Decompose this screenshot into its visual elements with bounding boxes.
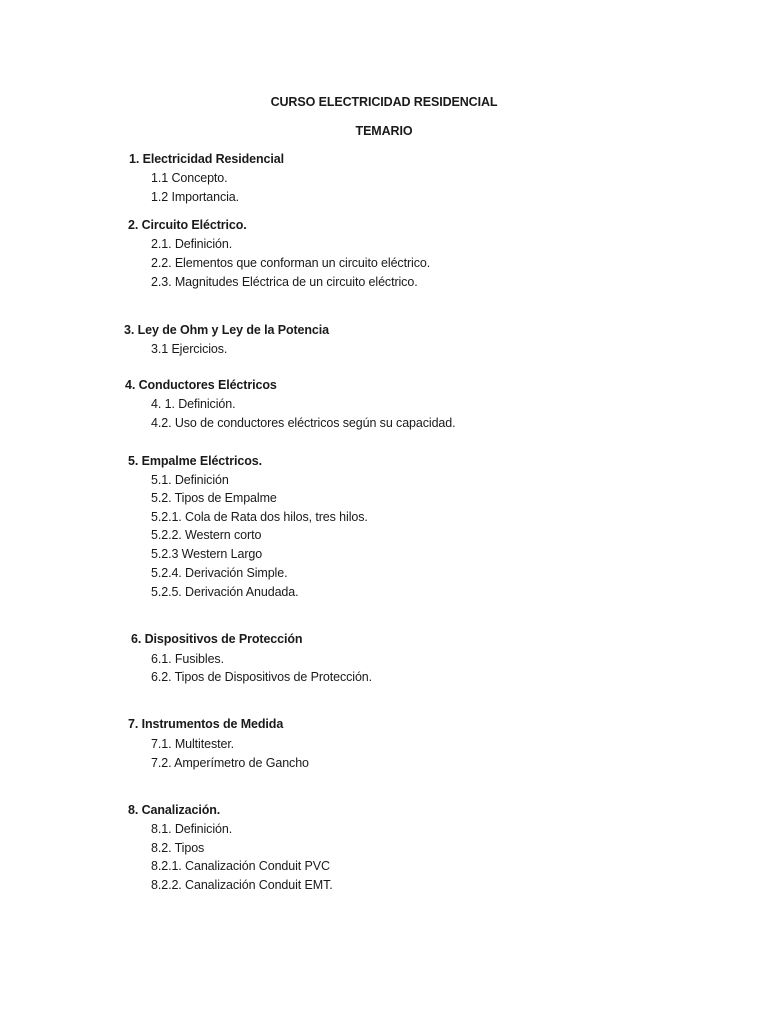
section-item: 5.2.2. Western corto	[151, 528, 262, 542]
section-item: 5.1. Definición	[151, 473, 229, 487]
section-heading-8: 8. Canalización.	[128, 803, 221, 817]
section-heading-6: 6. Dispositivos de Protección	[131, 632, 303, 646]
section-item: 2.1. Definición.	[151, 237, 233, 251]
section-item: 8.1. Definición.	[151, 822, 233, 836]
section-item: 2.2. Elementos que conforman un circuito eléctrico.	[151, 256, 431, 270]
section-item: 5.2.4. Derivación Simple.	[151, 566, 288, 580]
section-item: 1.1 Concepto.	[151, 171, 228, 185]
section-heading-7: 7. Instrumentos de Medida	[128, 717, 284, 731]
document-subtitle: TEMARIO	[355, 124, 413, 138]
section-item: 6.1. Fusibles.	[151, 652, 224, 666]
section-item: 7.1. Multitester.	[151, 737, 235, 751]
document-title: CURSO ELECTRICIDAD RESIDENCIAL	[270, 95, 498, 109]
section-item: 1.2 Importancia.	[151, 190, 240, 204]
section-heading-2: 2. Circuito Eléctrico.	[128, 218, 247, 232]
section-item: 6.2. Tipos de Dispositivos de Protección.	[151, 670, 373, 684]
section-item: 2.3. Magnitudes Eléctrica de un circuito eléctrico.	[151, 275, 418, 289]
section-item: 4.2. Uso de conductores eléctricos según su capacidad.	[151, 416, 456, 430]
section-item: 7.2. Amperímetro de Gancho	[151, 756, 309, 770]
section-item: 5.2.3 Western Largo	[151, 547, 263, 561]
section-item: 8.2.1. Canalización Conduit PVC	[151, 859, 330, 873]
section-heading-3: 3. Ley de Ohm y Ley de la Potencia	[124, 323, 330, 337]
section-item: 8.2.2. Canalización Conduit EMT.	[151, 878, 333, 892]
section-item: 4. 1. Definición.	[151, 397, 236, 411]
section-heading-4: 4. Conductores Eléctricos	[125, 378, 277, 392]
section-item: 5.2.5. Derivación Anudada.	[151, 585, 299, 599]
section-item: 3.1 Ejercicios.	[151, 342, 228, 356]
section-item: 5.2.1. Cola de Rata dos hilos, tres hilos.	[151, 510, 368, 524]
section-heading-1: 1. Electricidad Residencial	[129, 152, 285, 166]
section-heading-5: 5. Empalme Eléctricos.	[128, 454, 262, 468]
section-item: 8.2. Tipos	[151, 841, 205, 855]
section-item: 5.2. Tipos de Empalme	[151, 491, 277, 505]
